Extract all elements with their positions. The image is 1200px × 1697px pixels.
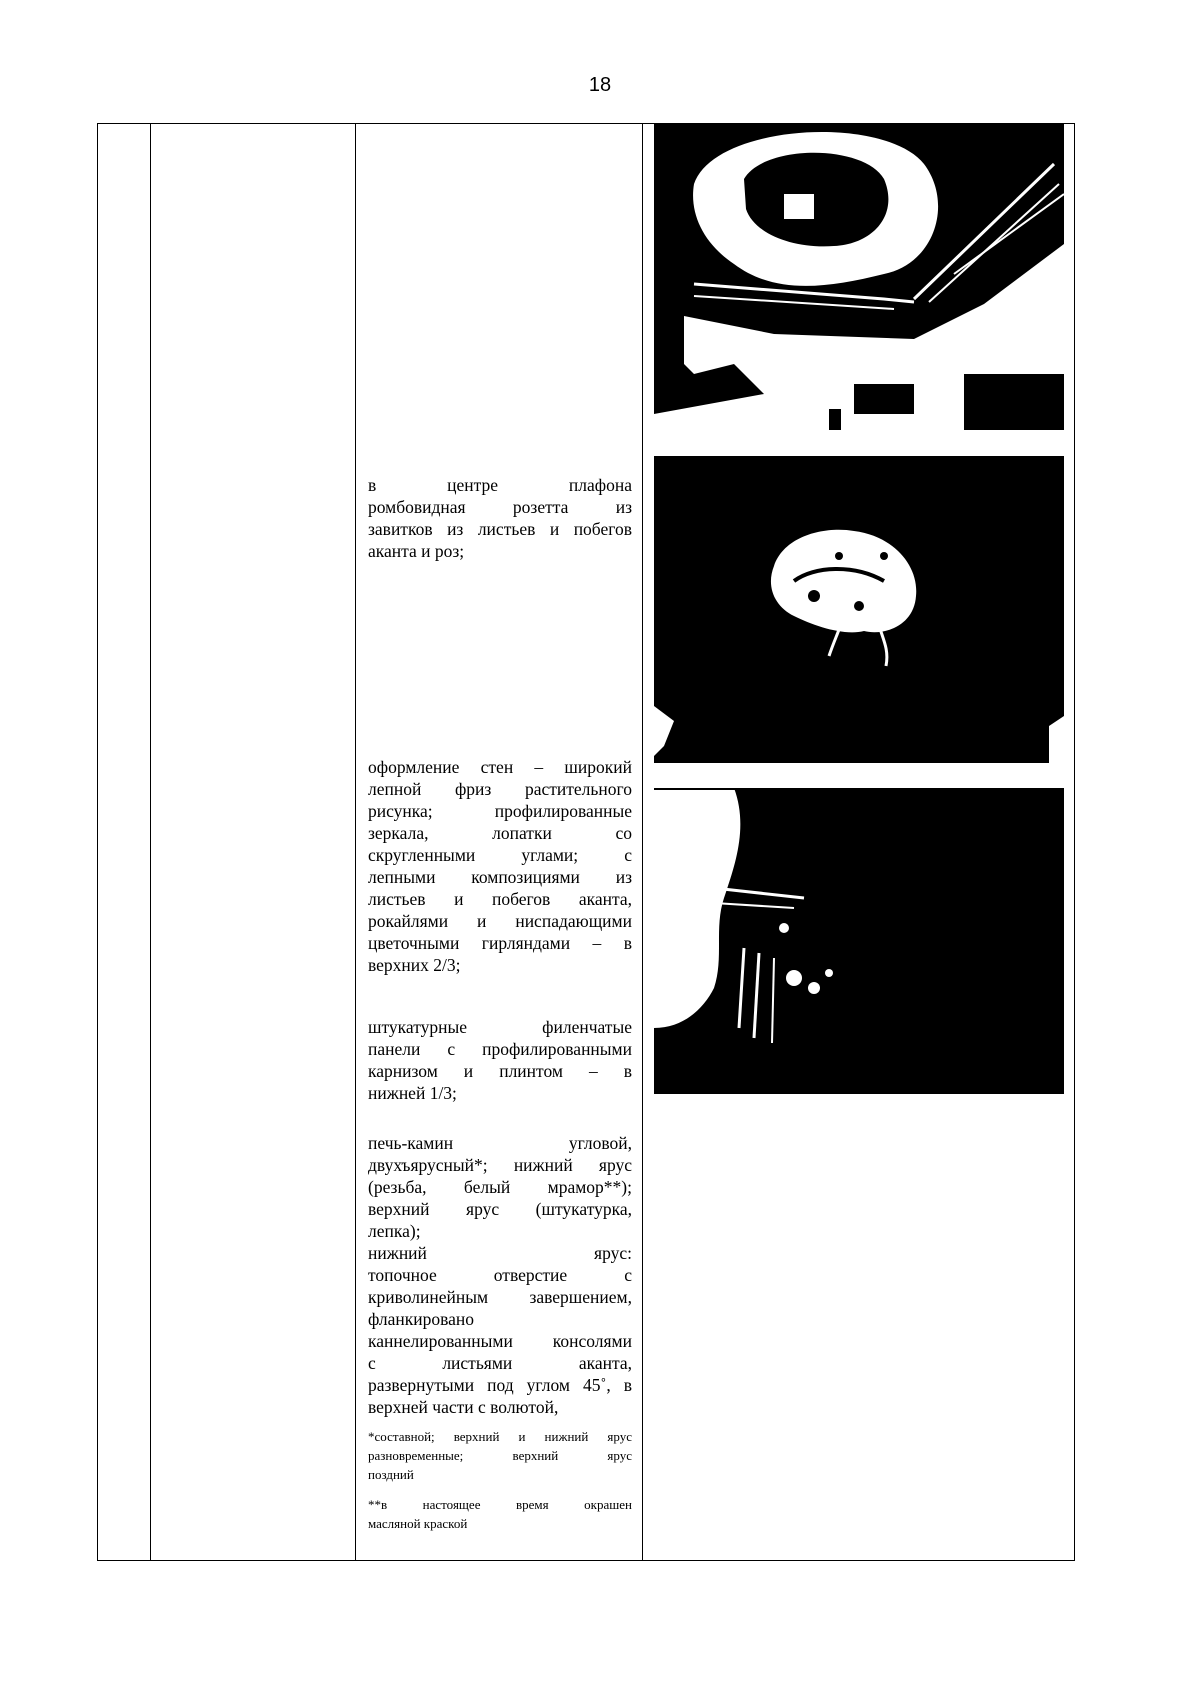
description-line: карнизом и плинтом – в: [368, 1061, 632, 1081]
description-line: (резьба, белый мрамор**);: [368, 1177, 632, 1197]
panels-description: [368, 1016, 632, 1104]
description-line: штукатурные филенчатые: [368, 1017, 632, 1037]
description-line: с листьями аканта,: [368, 1353, 632, 1373]
description-line: каннелированными консолями: [368, 1331, 632, 1351]
ceiling-rosette-photo: [654, 456, 1064, 763]
description-line: рисунка; профилированные: [368, 801, 632, 821]
description-line: топочное отверстие с: [368, 1265, 632, 1285]
description-line: ромбовидная розетта из: [368, 497, 632, 517]
footnote-painted: [368, 1495, 632, 1533]
description-line: зеркала, лопатки со: [368, 823, 632, 843]
column-divider-1: [150, 123, 151, 1561]
description-line: завитков из листьев и побегов: [368, 519, 632, 539]
description-line: цветочными гирляндами – в: [368, 933, 632, 953]
description-line: в центре плафона: [368, 475, 632, 495]
description-line: нижней 1/3;: [368, 1083, 457, 1103]
walls-description: [368, 756, 632, 976]
description-line: верхний ярус (штукатурка,: [368, 1199, 632, 1219]
footnote-composite: [368, 1427, 632, 1484]
description-line: поздний: [368, 1467, 414, 1482]
description-line: масляной краской: [368, 1516, 468, 1531]
description-line: фланкировано: [368, 1309, 475, 1329]
description-line: **в настоящее время окрашен: [368, 1497, 632, 1512]
fireplace-description: [368, 1132, 632, 1418]
description-line: криволинейным завершением,: [368, 1287, 632, 1307]
description-line: печь-камин угловой,: [368, 1133, 632, 1153]
description-line: разновременные; верхний ярус: [368, 1448, 632, 1463]
description-line: лепными композициями из: [368, 867, 632, 887]
ceiling-plafond-photo: [654, 124, 1064, 430]
description-line: листьев и побегов аканта,: [368, 889, 632, 909]
description-line: аканта и роз;: [368, 541, 465, 561]
description-line: верхних 2/3;: [368, 955, 461, 975]
description-line: нижний ярус:: [368, 1243, 632, 1263]
description-line: скругленными углами; с: [368, 845, 632, 865]
page-number: 18: [588, 74, 612, 96]
description-line: оформление стен – широкий: [368, 757, 632, 777]
ceiling-center-description: [368, 474, 632, 562]
column-divider-2: [355, 123, 356, 1561]
description-line: рокайлями и ниспадающими: [368, 911, 632, 931]
description-line: панели с профилированными: [368, 1039, 632, 1059]
description-line: лепной фриз растительного: [368, 779, 632, 799]
wall-decor-photo: [654, 788, 1064, 1094]
description-line: развернутыми под углом 45˚, в: [368, 1375, 632, 1395]
description-line: двухъярусный*; нижний ярус: [368, 1155, 632, 1175]
description-line: верхней части с волютой,: [368, 1397, 559, 1417]
description-line: лепка);: [368, 1221, 421, 1241]
column-divider-3: [642, 123, 643, 1561]
description-line: *составной; верхний и нижний ярус: [368, 1429, 632, 1444]
